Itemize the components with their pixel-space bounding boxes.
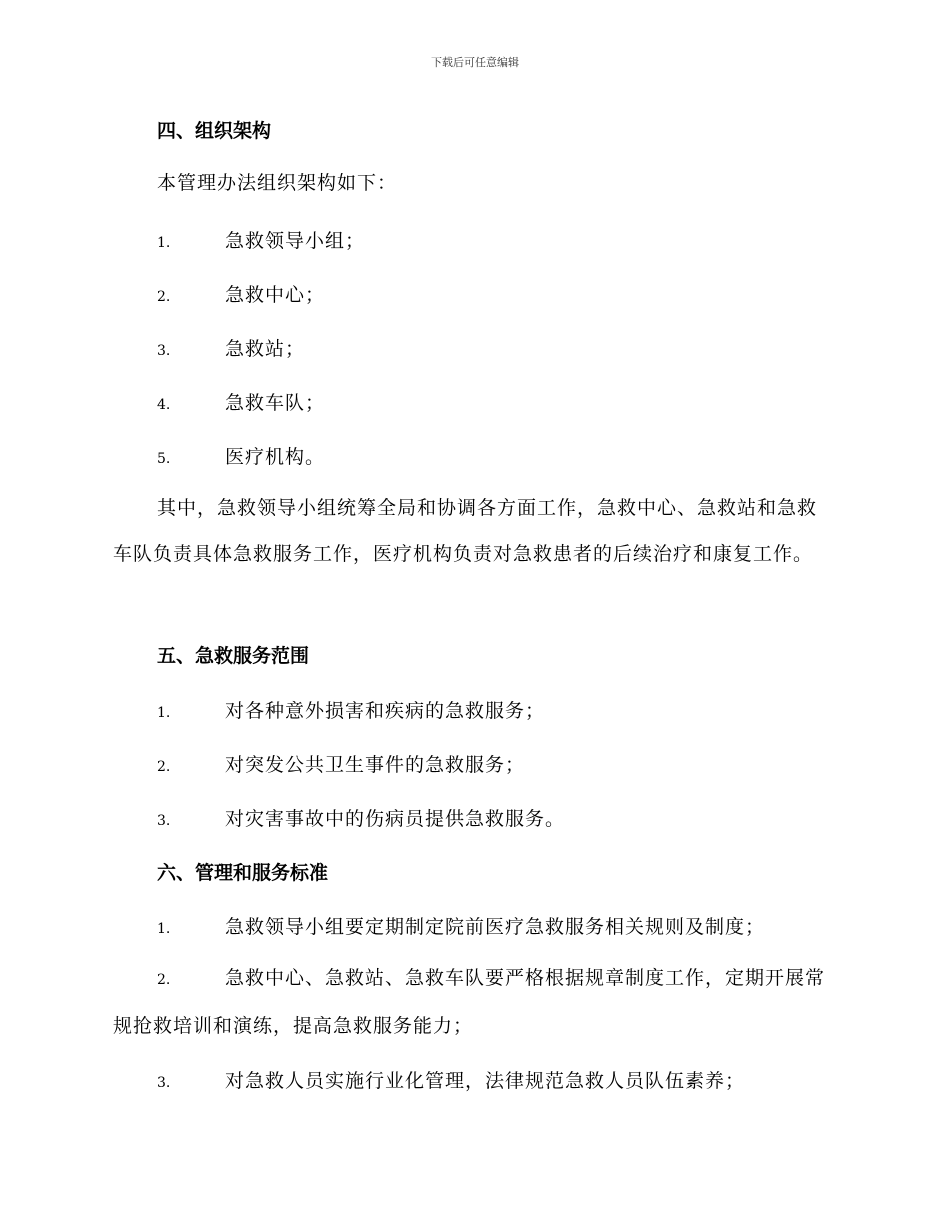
list-item xyxy=(157,696,847,723)
list-item-text: 对灾害事故中的伤病员提供急救服务。 xyxy=(225,808,566,830)
list-item-number: 3. xyxy=(157,1075,171,1091)
page-header-note: 下载后可任意编辑 xyxy=(431,56,519,69)
list-item-text: 急救领导小组要定期制定院前医疗急救服务相关规则及制度； xyxy=(225,916,766,938)
list-item-text: 对突发公共卫生事件的急救服务； xyxy=(225,754,526,776)
list-item xyxy=(157,388,847,415)
section-4-heading: 四、组织架构 xyxy=(157,120,272,142)
list-item xyxy=(157,226,847,253)
list-item xyxy=(157,442,847,469)
list-item-number: 3. xyxy=(157,813,171,829)
list-item-text: 医疗机构。 xyxy=(225,446,326,468)
list-item-number: 2. xyxy=(157,289,171,305)
list-item xyxy=(157,750,847,777)
list-item-number: 1. xyxy=(157,235,171,251)
list-item xyxy=(157,912,847,939)
list-item-text: 急救中心； xyxy=(225,284,326,306)
list-item-text: 急救中心、急救站、急救车队要严格根据规章制度工作，定期开展常规抢救培训和演练，提高急救服务能力； xyxy=(113,967,826,1037)
section-6-heading: 六、管理和服务标准 xyxy=(157,862,329,884)
list-item xyxy=(157,280,847,307)
list-item-text: 急救车队； xyxy=(225,392,326,414)
list-item-number: 1. xyxy=(157,921,171,937)
section-4-summary: 其中，急救领导小组统筹全局和协调各方面工作，急救中心、急救站和急救车队负责具体急救服务工作，医疗机构负责对急救患者的后续治疗和康复工作。 xyxy=(113,497,818,565)
list-item xyxy=(157,334,847,361)
list-item xyxy=(157,1066,847,1093)
list-item-text: 对急救人员实施行业化管理，法律规范急救人员队伍素养； xyxy=(225,1070,746,1092)
list-item-number: 1. xyxy=(157,705,171,721)
section-4-intro: 本管理办法组织架构如下： xyxy=(157,172,398,194)
section-5-heading: 五、急救服务范围 xyxy=(157,645,310,667)
list-item-number: 4. xyxy=(157,397,171,413)
list-item xyxy=(157,804,847,831)
list-item-number: 5. xyxy=(157,451,171,467)
list-item xyxy=(113,955,833,1049)
list-item-number: 2. xyxy=(157,759,171,775)
list-item-number: 2. xyxy=(157,972,171,988)
list-item-text: 急救站； xyxy=(225,338,306,360)
list-item-text: 对各种意外损害和疾病的急救服务； xyxy=(225,700,546,722)
list-item-text: 急救领导小组； xyxy=(225,230,366,252)
list-item-number: 3. xyxy=(157,343,171,359)
